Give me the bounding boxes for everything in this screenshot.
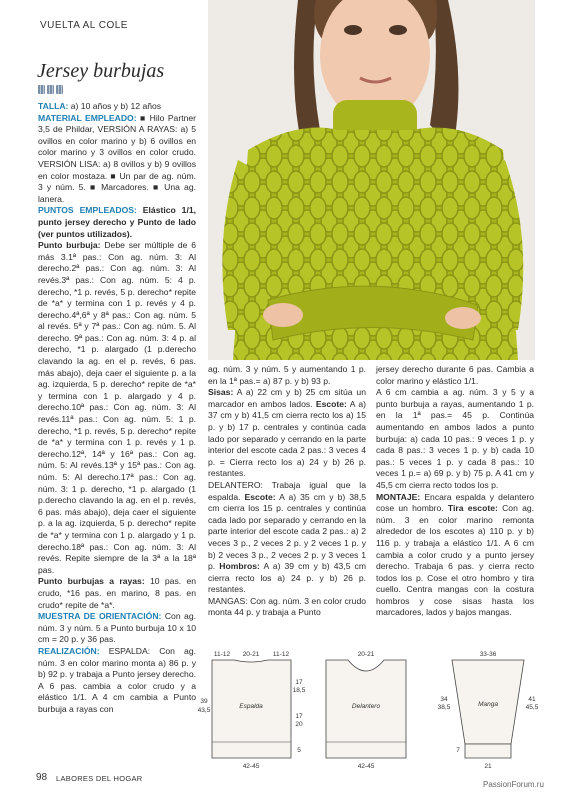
espalda-right-mid: 17 (295, 713, 303, 720)
manga-left2: 38,5 (437, 704, 451, 711)
yarn-icon (47, 85, 54, 94)
escote-text: A a) 37 cm y b) 41,5 cm cierra recto los a) 15 p. y b) 17 p. centrales y continúa cada lado por separado y cerrando en la parte interior del escote cada 2 pas.: 3 veces 4 p. = Cierra recto los a) 24 y b) 26 p. restantes. (208, 398, 366, 479)
right-text1: jersey derecho durante 6 pas. Cambia a color marino y elástico 1/1. (376, 364, 534, 386)
delantero-text: DELANTERO: Trabaja igual que la espalda. (208, 479, 366, 502)
espalda-top-left: 11-12 (213, 651, 231, 658)
espalda-label: Espalda (239, 703, 263, 710)
yarn-icon (56, 85, 63, 94)
material-label: MATERIAL EMPLEADO: (38, 112, 137, 123)
hombros-label: Hombros: (219, 561, 260, 572)
material-text: ■ Hilo Partner 3,5 de Phildar, VERSIÓN A RAYAS: a) 5 ovillos en color marino y b) 6 ovillos en color marino y 3 ovillos en color crudo. VERSIÓN LISA: a) 8 ovillos y b) 9 ovillos en color mostaza. ■ Un par de ag. núm. 3 y núm. 5. ■ Marcadores. ■ Una ag. lanera. (38, 112, 197, 204)
delantero-diagram (326, 651, 406, 770)
manga-diagram (438, 651, 539, 770)
delantero-bottom: 42-45 (357, 763, 375, 770)
hombros-text: A a) 39 cm y b) 43,5 cm cierra recto los a) 24 p. y b) 26 p. restantes. (208, 561, 366, 595)
article-title: Jersey burbujas (37, 60, 165, 82)
escote-label: Escote: (315, 398, 347, 409)
manga-right-bottom: 7 (456, 747, 460, 754)
manga-label: Manga (478, 701, 498, 708)
burbuja-text: Debe ser múltiple de 6 más 3.1ª pas.: Con ag. núm. 3: Al derecho.2ª pas.: Con ag. núm. 3: Al revés.3ª pas.: Con ag. núm. 5: 4 p. derecho, *1 p. revés, 5 p. derecho* repite de *a* y termina con 1 p. revés y 4 p. derecho.4ª,6ª y 8ª pas.: Con ag. núm. 5 al revés. 5ª y 7ª pas.: Con ag. núm. 5. Al derecho. 9ª pas.: Con ag. núm. 3: 4 p. al derecho, *1 p. alargado (1 p.derecho clavando la ag. en el p. revés, 6 pas. más abajo), deja caer el siguiente p. a la ag. izquierda, 5 p. derecho* repite de *a* y termina con 1 p. alargado y 4 p. derecho.10ª pas.: Con ag. núm. 3: Al revés.11ª pas.: Con ag. núm. 5: 1 p. derecho, *1 p. revés, 5 p. derecho* repite de *a* y termina con 1 p. revés y 1 p. derecho.12ª, 14ª y 16ª pas.: Con ag. núm. 5: Al revés.13ª y 15ª pas.: Con ag. núm. 5: Al derecho.17ª pas.: Con ag. núm. 3: 1 p. derecho, *1 p. alargado (1 p.derecho clavando la ag. en el p. revés, 6 pas. más abajo), deja caer el siguiente p. a la ag. izquierda, 5 p. derecho* repite de *a* y termina con 1 p. alargado y 1 p. derecho.18ª pas.: Con ag. núm. 3: Al revés. Repite siempre de la 3ª a la 18ª pas. (38, 240, 197, 575)
right-text2: A 6 cm cambia a ag. núm. 3 y 5 y a punto burbuja a rayas, aumentando 1 p. en la 1ª pas.= 45 p. Continúa aumentando en ambos lados a punto burbuja: a) cada 10 pas.: 9 veces 1 p. y cada 8 pas.: 3 veces 1 p. y b) cada 10 pas.: 5 veces 1 p. y cada 8 pas.: 10 veces 1 p.= a) 69 p. y b) 75 p. A 41 cm y 45,5 cm cierra recto todos los p. (376, 387, 534, 490)
realizacion-text: ESPALDA: Con ag. núm. 3 en color marino monta a) 86 p. y b) 92 p. y trabaja a Punto jersey derecho. A 6 pas. cambia a color crudo y a elástico 1/1. A 4 cm cambia a Punto burbuja a rayas con (38, 645, 197, 714)
muestra-label: MUESTRA DE ORIENTACIÓN: (38, 611, 162, 622)
escote2-text: A a) 35 cm y b) 38,5 cm cierra los 15 p. centrales y continúa cada lado por separado y cerrando en la parte interior del escote cada 2 pas.: a) 2 veces 3 p., 2 veces 2 p. y 2 veces 1 p. y b) 2 veces 3 p., 2 veces 2 p. y 3 veces 1 p. (208, 491, 367, 572)
manga-right2: 45,5 (525, 704, 539, 711)
sisas-label: Sisas: (208, 387, 234, 398)
tira-escote-label: Tira escote: (447, 503, 498, 514)
left-column (38, 101, 196, 715)
talla-text: a) 10 años y b) 12 años (70, 101, 162, 111)
espalda-top-mid: 20-21 (242, 651, 260, 658)
espalda-right-bottom: 5 (297, 747, 301, 754)
burbuja-label: Punto burbuja: (38, 240, 101, 251)
espalda-bottom: 42-45 (242, 763, 260, 770)
montaje-text: Encara espalda y delantero cose un hombro. (376, 491, 534, 514)
espalda-left: 39 (200, 698, 208, 705)
escote2-label: Escote: (244, 491, 276, 502)
muestra-text: Con ag. núm. 3 y núm. 5 a Punto burbuja 10 x 10 cm = 20 p. y 36 pas. (38, 611, 197, 645)
puntos-label: PUNTOS EMPLEADOS: (38, 205, 137, 216)
magazine-name: LABORES DEL HOGAR (56, 774, 143, 783)
espalda-top-right: 11-12 (272, 651, 290, 658)
manga-right: 41 (528, 696, 536, 703)
puntos-text: Elástico 1/1, punto jersey derecho y Punto de lado (ver puntos utilizados). (38, 205, 197, 239)
espalda-right-top2: 18,5 (292, 687, 306, 694)
mangas-text: MANGAS: Con ag. núm. 3 en color crudo monta 44 p. y trabaja a Punto (208, 595, 366, 618)
difficulty-icons (38, 85, 63, 94)
model-photo (208, 0, 535, 360)
manga-left: 34 (440, 696, 448, 703)
pattern-schematics (196, 646, 539, 770)
montaje-label: MONTAJE: (376, 491, 421, 502)
tira-escote-text: Con ag. núm. 3 en color marino remonta alrededor de los escotes a) 110 p. y b) 116 p. y trabaja a elástico 1/1. A 6 cm cambia a color crudo y a punto jersey derecho. Trabaja 6 pas. y cierra recto todos los p. Cose el otro hombro y tira cuello. Centra mangas con la costura hombros y cose sisas hasta los marcadores, lados y bajos mangas. (376, 503, 535, 618)
mid-text1: ag. núm. 3 y núm. 5 y aumentando 1 p. en la 1ª pas.= a) 87 p. y b) 93 p. (208, 364, 366, 386)
espalda-right-mid2: 20 (295, 721, 303, 728)
manga-top: 33-36 (479, 651, 497, 658)
espalda-right-top: 17 (295, 679, 303, 686)
yarn-icon (38, 85, 45, 94)
delantero-top-mid: 20-21 (357, 651, 375, 658)
page-number: 98 (36, 772, 48, 783)
delantero-label: Delantero (351, 703, 381, 710)
section-label: VUELTA AL COLE (40, 20, 128, 31)
sisas-text: A a) 22 cm y b) 25 cm sitúa un marcador en ambos lados. (208, 387, 366, 409)
rayas-label: Punto burbujas a rayas: (38, 576, 145, 587)
realizacion-label: REALIZACIÓN: (38, 645, 100, 656)
talla-label: TALLA: (38, 101, 69, 111)
rayas-text: 10 pas. en crudo, *16 pas. en marino, 8 pas. en crudo* repite de *a*. (38, 576, 197, 610)
right-column (376, 364, 534, 619)
espalda-left2: 43,5 (197, 707, 211, 714)
manga-bottom: 21 (484, 763, 492, 770)
middle-column (208, 364, 366, 619)
watermark: PassionForum.ru (483, 780, 544, 789)
sweater-photo-illustration (208, 0, 535, 360)
espalda-diagram (198, 651, 306, 770)
